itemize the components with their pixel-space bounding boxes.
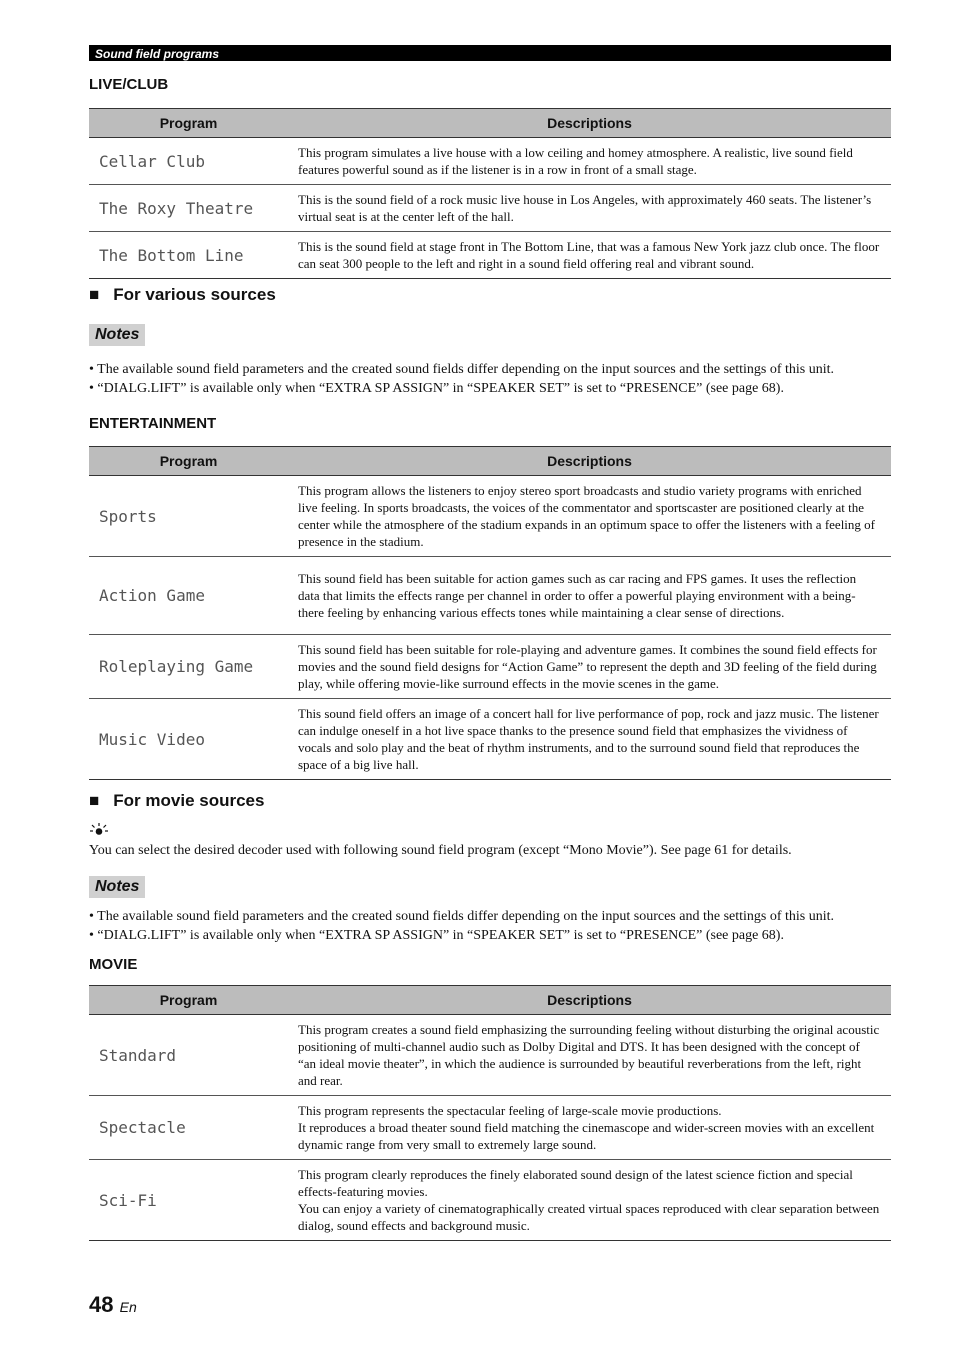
entertainment-table <box>89 446 891 780</box>
section-header-title: Sound field programs <box>95 47 220 61</box>
note-item: • The available sound field parameters and the created sound fields differ depending on the input sources and the settings of this unit. <box>89 362 835 377</box>
program-description <box>288 1160 891 1241</box>
col-program-header: Program <box>89 109 288 138</box>
notes-label: Notes <box>89 324 145 346</box>
liveclub-table <box>89 108 891 279</box>
description-line: It reproduces a broad theater sound field matching the cinemascope and wider-screen movies with an excellent dynamic range from very small to extremely large sound. <box>298 1120 875 1152</box>
program-description: This program creates a sound field emphasizing the surrounding feeling without disturbing the original acoustic positioning of multi-channel audio such as Dolby Digital and DTS. It has been designed with the concept of “an ideal movie theater”, in which the audience is surrounded by beautiful reverberations from the left, right and rear. <box>288 1015 891 1096</box>
section-header-bar <box>89 45 891 61</box>
program-description: This sound field has been suitable for action games such as car racing and FPS games. It uses the reflection data that limits the effects range per channel in order to offer a powerful playing environment with a being-there feeling by enhancing various effects tones while maintaining a clear sense of directions. <box>288 557 891 635</box>
square-bullet-icon: ■ <box>89 285 100 304</box>
description-line: This program represents the spectacular feeling of large-scale movie productions. <box>298 1103 722 1118</box>
col-descriptions-header: Descriptions <box>288 109 891 138</box>
program-description: This is the sound field at stage front in The Bottom Line, that was a famous New York jazz club once. The floor can seat 300 people to the left and right in a sound field offering real and vibrant sound. <box>288 232 891 279</box>
movie-heading: MOVIE <box>89 956 138 973</box>
table-row <box>89 1160 891 1241</box>
table-row <box>89 138 891 185</box>
tip-text: You can select the desired decoder used with following sound field program (except “Mono Movie”). See page 61 for details. <box>89 843 792 858</box>
table-row <box>89 1096 891 1160</box>
table-row <box>89 557 891 635</box>
note-item: • The available sound field parameters and the created sound fields differ depending on the input sources and the settings of this unit. <box>89 909 835 924</box>
program-description: This program allows the listeners to enjoy stereo sport broadcasts and studio variety programs with enriched live feeling. In sports broadcasts, the voices of the commentator and sportscaster are positioned clearly at the center while the atmosphere of the stadium expands in an optimum space to offer the listeners with a feeling of presence in the stadium. <box>288 476 891 557</box>
entertainment-heading: ENTERTAINMENT <box>89 415 217 432</box>
notes-label: Notes <box>89 876 145 898</box>
page-number: 48 En <box>89 1292 137 1317</box>
movie-sources-heading: ■ For movie sources <box>89 791 265 810</box>
description-line: This program clearly reproduces the finely elaborated sound design of the latest science fiction and special effects-featuring movies. <box>298 1167 853 1199</box>
note-item: • “DIALG.LIFT” is available only when “EXTRA SP ASSIGN” in “SPEAKER SET” is set to “PRESENCE” (see page 68). <box>89 381 784 396</box>
description-line: You can enjoy a variety of cinematographically created virtual spaces reproduced with clear separation between dialog, sound effects and background music. <box>298 1201 880 1233</box>
program-description: This sound field has been suitable for role-playing and adventure games. It combines the sound field effects for movies and the sound field designs for “Action Game” to represent the depth and 3D feeling of the field during play, while offering movie-like surround effects in the movie scenes in the game. <box>288 635 891 699</box>
program-name: The Roxy Theatre <box>89 185 288 232</box>
square-bullet-icon: ■ <box>89 791 100 810</box>
table-row <box>89 1015 891 1096</box>
program-name: Spectacle <box>89 1096 288 1160</box>
program-name: Roleplaying Game <box>89 635 288 699</box>
program-name: Standard <box>89 1015 288 1096</box>
program-description: This is the sound field of a rock music live house in Los Angeles, with approximately 460 seats. The listener’s virtual seat is at the center left of the hall. <box>288 185 891 232</box>
program-name: Action Game <box>89 557 288 635</box>
liveclub-heading: LIVE/CLUB <box>89 76 169 93</box>
table-row <box>89 476 891 557</box>
program-description: This program simulates a live house with a low ceiling and homey atmosphere. A realistic, live sound field features powerful sound as if the listener is in a row in front of a small stage. <box>288 138 891 185</box>
col-descriptions-header: Descriptions <box>288 986 891 1015</box>
program-name: Sci-Fi <box>89 1160 288 1241</box>
program-name: Sports <box>89 476 288 557</box>
program-description <box>288 1096 891 1160</box>
program-name: Music Video <box>89 699 288 780</box>
table-row <box>89 185 891 232</box>
table-row <box>89 635 891 699</box>
note-item: • “DIALG.LIFT” is available only when “EXTRA SP ASSIGN” in “SPEAKER SET” is set to “PRESENCE” (see page 68). <box>89 928 784 943</box>
lightbulb-icon <box>89 822 109 836</box>
col-program-header: Program <box>89 986 288 1015</box>
table-row <box>89 699 891 780</box>
program-description: This sound field offers an image of a concert hall for live performance of pop, rock and jazz music. The listener can indulge oneself in a hot live space thanks to the presence sound field that emphasizes the vividness of vocals and solo play and the beat of rhythm instruments, and to the surround sound field that reproduces the space of a big live hall. <box>288 699 891 780</box>
language-code: En <box>119 1299 137 1315</box>
col-program-header: Program <box>89 447 288 476</box>
col-descriptions-header: Descriptions <box>288 447 891 476</box>
program-name: The Bottom Line <box>89 232 288 279</box>
movie-table <box>89 985 891 1241</box>
various-sources-heading: ■ For various sources <box>89 285 276 304</box>
program-name: Cellar Club <box>89 138 288 185</box>
table-row <box>89 232 891 279</box>
